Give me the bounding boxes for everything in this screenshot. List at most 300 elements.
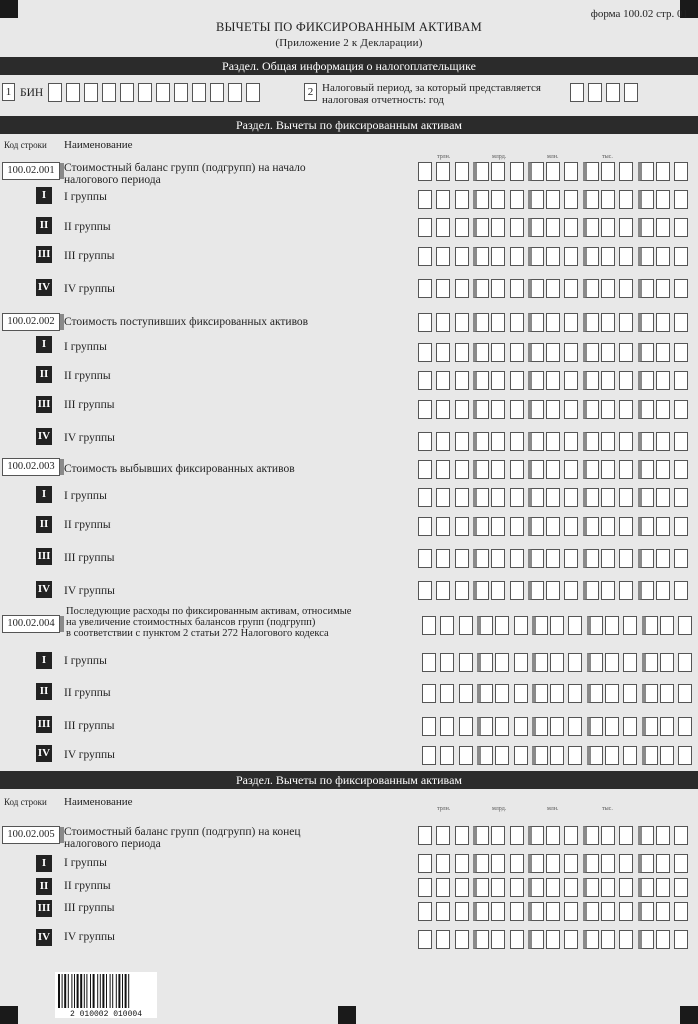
amount-cell[interactable]: [528, 279, 544, 298]
amount-cell[interactable]: [550, 746, 564, 765]
amount-cell[interactable]: [491, 854, 505, 873]
amount-cell[interactable]: [601, 488, 615, 507]
amount-cell[interactable]: [674, 371, 688, 390]
amount-cell[interactable]: [510, 343, 524, 362]
amount-cell[interactable]: [491, 218, 505, 237]
amount-cell[interactable]: [546, 343, 560, 362]
amount-cell[interactable]: [440, 717, 454, 736]
amount-cell[interactable]: [491, 581, 505, 600]
amount-cell[interactable]: [601, 878, 615, 897]
amount-cell[interactable]: [601, 549, 615, 568]
amount-cell[interactable]: [455, 279, 469, 298]
amount-cell[interactable]: [418, 371, 432, 390]
amount-cell[interactable]: [674, 930, 688, 949]
amount-cell[interactable]: [583, 581, 599, 600]
amount-cell[interactable]: [532, 746, 548, 765]
amount-cell[interactable]: [422, 746, 436, 765]
amount-cell[interactable]: [674, 218, 688, 237]
amount-cell[interactable]: [583, 218, 599, 237]
amount-cell[interactable]: [638, 488, 654, 507]
amount-cell[interactable]: [619, 517, 633, 536]
amount-cell[interactable]: [418, 279, 432, 298]
amount-cell[interactable]: [638, 878, 654, 897]
amount-cell[interactable]: [436, 902, 450, 921]
amount-cell[interactable]: [514, 717, 528, 736]
amount-cell[interactable]: [510, 826, 524, 845]
amount-cell[interactable]: [619, 247, 633, 266]
amount-cell[interactable]: [473, 826, 489, 845]
amount-cell[interactable]: [436, 247, 450, 266]
amount-cell[interactable]: [477, 616, 493, 635]
amount-cell[interactable]: [674, 400, 688, 419]
amount-cell[interactable]: [546, 549, 560, 568]
amount-cell[interactable]: [638, 343, 654, 362]
amount-cell[interactable]: [642, 653, 658, 672]
amount-cell[interactable]: [455, 162, 469, 181]
amount-cell[interactable]: [510, 488, 524, 507]
amount-cell[interactable]: [440, 684, 454, 703]
amount-cell[interactable]: [601, 247, 615, 266]
amount-cell[interactable]: [510, 549, 524, 568]
amount-cell[interactable]: [550, 653, 564, 672]
amount-cell[interactable]: [642, 616, 658, 635]
amount-cell[interactable]: [568, 684, 582, 703]
amount-cell[interactable]: [514, 616, 528, 635]
amount-cell[interactable]: [605, 717, 619, 736]
amount-cell[interactable]: [473, 343, 489, 362]
amount-cell[interactable]: [455, 581, 469, 600]
amount-cell[interactable]: [674, 854, 688, 873]
amount-cell[interactable]: [564, 581, 578, 600]
amount-cell[interactable]: [564, 432, 578, 451]
amount-cell[interactable]: [601, 432, 615, 451]
amount-cell[interactable]: [436, 371, 450, 390]
amount-cell[interactable]: [418, 930, 432, 949]
amount-cell[interactable]: [583, 854, 599, 873]
amount-cell[interactable]: [564, 878, 578, 897]
amount-cell[interactable]: [656, 878, 670, 897]
amount-cell[interactable]: [455, 432, 469, 451]
amount-cell[interactable]: [638, 247, 654, 266]
amount-cell[interactable]: [656, 581, 670, 600]
amount-cell[interactable]: [601, 400, 615, 419]
amount-cell[interactable]: [674, 343, 688, 362]
amount-cell[interactable]: [642, 684, 658, 703]
amount-cell[interactable]: [678, 653, 692, 672]
amount-cell[interactable]: [418, 517, 432, 536]
amount-cell[interactable]: [587, 746, 603, 765]
amount-cell[interactable]: [418, 488, 432, 507]
bin-cell[interactable]: [228, 83, 242, 102]
amount-cell[interactable]: [477, 684, 493, 703]
amount-cell[interactable]: [418, 432, 432, 451]
amount-cell[interactable]: [528, 826, 544, 845]
amount-cell[interactable]: [532, 653, 548, 672]
amount-cell[interactable]: [678, 616, 692, 635]
amount-cell[interactable]: [546, 313, 560, 332]
amount-cell[interactable]: [564, 488, 578, 507]
amount-cell[interactable]: [436, 190, 450, 209]
amount-cell[interactable]: [546, 878, 560, 897]
amount-cell[interactable]: [587, 616, 603, 635]
amount-cell[interactable]: [656, 902, 670, 921]
amount-cell[interactable]: [473, 400, 489, 419]
amount-cell[interactable]: [528, 549, 544, 568]
amount-cell[interactable]: [546, 581, 560, 600]
amount-cell[interactable]: [601, 371, 615, 390]
amount-cell[interactable]: [510, 930, 524, 949]
amount-cell[interactable]: [623, 684, 637, 703]
amount-cell[interactable]: [583, 190, 599, 209]
amount-cell[interactable]: [605, 684, 619, 703]
amount-cell[interactable]: [455, 190, 469, 209]
amount-cell[interactable]: [583, 517, 599, 536]
amount-cell[interactable]: [510, 878, 524, 897]
amount-cell[interactable]: [619, 930, 633, 949]
amount-cell[interactable]: [587, 653, 603, 672]
amount-cell[interactable]: [623, 746, 637, 765]
amount-cell[interactable]: [619, 343, 633, 362]
amount-cell[interactable]: [568, 746, 582, 765]
amount-cell[interactable]: [656, 190, 670, 209]
amount-cell[interactable]: [601, 826, 615, 845]
amount-cell[interactable]: [473, 279, 489, 298]
amount-cell[interactable]: [550, 684, 564, 703]
amount-cell[interactable]: [473, 854, 489, 873]
amount-cell[interactable]: [674, 190, 688, 209]
amount-cell[interactable]: [477, 717, 493, 736]
amount-cell[interactable]: [546, 218, 560, 237]
amount-cell[interactable]: [436, 878, 450, 897]
amount-cell[interactable]: [436, 930, 450, 949]
amount-cell[interactable]: [619, 279, 633, 298]
amount-cell[interactable]: [564, 902, 578, 921]
amount-cell[interactable]: [568, 616, 582, 635]
amount-cell[interactable]: [491, 460, 505, 479]
amount-cell[interactable]: [528, 902, 544, 921]
amount-cell[interactable]: [459, 717, 473, 736]
amount-cell[interactable]: [418, 162, 432, 181]
amount-cell[interactable]: [674, 247, 688, 266]
amount-cell[interactable]: [473, 371, 489, 390]
amount-cell[interactable]: [642, 717, 658, 736]
amount-cell[interactable]: [623, 616, 637, 635]
amount-cell[interactable]: [436, 460, 450, 479]
amount-cell[interactable]: [583, 247, 599, 266]
amount-cell[interactable]: [619, 854, 633, 873]
amount-cell[interactable]: [656, 218, 670, 237]
amount-cell[interactable]: [546, 826, 560, 845]
amount-cell[interactable]: [491, 517, 505, 536]
amount-cell[interactable]: [619, 218, 633, 237]
amount-cell[interactable]: [528, 343, 544, 362]
amount-cell[interactable]: [601, 930, 615, 949]
amount-cell[interactable]: [491, 930, 505, 949]
amount-cell[interactable]: [418, 549, 432, 568]
amount-cell[interactable]: [528, 581, 544, 600]
amount-cell[interactable]: [546, 400, 560, 419]
amount-cell[interactable]: [455, 343, 469, 362]
amount-cell[interactable]: [510, 371, 524, 390]
amount-cell[interactable]: [418, 218, 432, 237]
amount-cell[interactable]: [564, 343, 578, 362]
amount-cell[interactable]: [455, 400, 469, 419]
amount-cell[interactable]: [619, 826, 633, 845]
amount-cell[interactable]: [546, 488, 560, 507]
amount-cell[interactable]: [510, 247, 524, 266]
amount-cell[interactable]: [583, 371, 599, 390]
amount-cell[interactable]: [660, 653, 674, 672]
amount-cell[interactable]: [491, 549, 505, 568]
amount-cell[interactable]: [495, 653, 509, 672]
amount-cell[interactable]: [674, 313, 688, 332]
amount-cell[interactable]: [473, 902, 489, 921]
amount-cell[interactable]: [510, 902, 524, 921]
amount-cell[interactable]: [455, 218, 469, 237]
amount-cell[interactable]: [601, 190, 615, 209]
bin-cell[interactable]: [138, 83, 152, 102]
amount-cell[interactable]: [674, 517, 688, 536]
amount-cell[interactable]: [473, 488, 489, 507]
bin-cell[interactable]: [84, 83, 98, 102]
amount-cell[interactable]: [510, 279, 524, 298]
amount-cell[interactable]: [532, 684, 548, 703]
amount-cell[interactable]: [514, 746, 528, 765]
amount-cell[interactable]: [583, 460, 599, 479]
amount-cell[interactable]: [418, 581, 432, 600]
amount-cell[interactable]: [473, 218, 489, 237]
amount-cell[interactable]: [587, 717, 603, 736]
amount-cell[interactable]: [656, 488, 670, 507]
amount-cell[interactable]: [491, 488, 505, 507]
amount-cell[interactable]: [473, 549, 489, 568]
bin-cell[interactable]: [210, 83, 224, 102]
amount-cell[interactable]: [495, 746, 509, 765]
year-cell[interactable]: [588, 83, 602, 102]
amount-cell[interactable]: [528, 878, 544, 897]
amount-cell[interactable]: [528, 460, 544, 479]
amount-cell[interactable]: [638, 517, 654, 536]
amount-cell[interactable]: [528, 400, 544, 419]
amount-cell[interactable]: [638, 854, 654, 873]
amount-cell[interactable]: [656, 826, 670, 845]
amount-cell[interactable]: [583, 432, 599, 451]
amount-cell[interactable]: [514, 684, 528, 703]
amount-cell[interactable]: [491, 279, 505, 298]
amount-cell[interactable]: [623, 653, 637, 672]
amount-cell[interactable]: [674, 826, 688, 845]
amount-cell[interactable]: [491, 826, 505, 845]
amount-cell[interactable]: [436, 488, 450, 507]
amount-cell[interactable]: [619, 313, 633, 332]
amount-cell[interactable]: [418, 902, 432, 921]
amount-cell[interactable]: [455, 247, 469, 266]
amount-cell[interactable]: [601, 279, 615, 298]
amount-cell[interactable]: [514, 653, 528, 672]
amount-cell[interactable]: [619, 581, 633, 600]
amount-cell[interactable]: [528, 517, 544, 536]
amount-cell[interactable]: [601, 517, 615, 536]
amount-cell[interactable]: [418, 190, 432, 209]
amount-cell[interactable]: [660, 616, 674, 635]
amount-cell[interactable]: [491, 190, 505, 209]
amount-cell[interactable]: [656, 162, 670, 181]
amount-cell[interactable]: [619, 902, 633, 921]
amount-cell[interactable]: [477, 653, 493, 672]
amount-cell[interactable]: [601, 162, 615, 181]
amount-cell[interactable]: [491, 313, 505, 332]
amount-cell[interactable]: [638, 218, 654, 237]
amount-cell[interactable]: [532, 616, 548, 635]
amount-cell[interactable]: [583, 279, 599, 298]
amount-cell[interactable]: [455, 549, 469, 568]
amount-cell[interactable]: [546, 930, 560, 949]
amount-cell[interactable]: [440, 746, 454, 765]
amount-cell[interactable]: [656, 930, 670, 949]
amount-cell[interactable]: [436, 826, 450, 845]
amount-cell[interactable]: [678, 717, 692, 736]
amount-cell[interactable]: [564, 826, 578, 845]
amount-cell[interactable]: [550, 717, 564, 736]
amount-cell[interactable]: [455, 826, 469, 845]
amount-cell[interactable]: [473, 247, 489, 266]
amount-cell[interactable]: [605, 746, 619, 765]
amount-cell[interactable]: [619, 371, 633, 390]
amount-cell[interactable]: [660, 717, 674, 736]
amount-cell[interactable]: [473, 162, 489, 181]
amount-cell[interactable]: [436, 854, 450, 873]
amount-cell[interactable]: [455, 371, 469, 390]
amount-cell[interactable]: [436, 432, 450, 451]
amount-cell[interactable]: [418, 400, 432, 419]
amount-cell[interactable]: [583, 930, 599, 949]
amount-cell[interactable]: [440, 616, 454, 635]
amount-cell[interactable]: [418, 460, 432, 479]
amount-cell[interactable]: [564, 313, 578, 332]
amount-cell[interactable]: [564, 930, 578, 949]
amount-cell[interactable]: [583, 826, 599, 845]
amount-cell[interactable]: [455, 930, 469, 949]
amount-cell[interactable]: [619, 878, 633, 897]
bin-cell[interactable]: [48, 83, 62, 102]
amount-cell[interactable]: [491, 162, 505, 181]
amount-cell[interactable]: [656, 313, 670, 332]
amount-cell[interactable]: [638, 902, 654, 921]
amount-cell[interactable]: [495, 717, 509, 736]
bin-cell[interactable]: [102, 83, 116, 102]
amount-cell[interactable]: [619, 549, 633, 568]
amount-cell[interactable]: [638, 930, 654, 949]
amount-cell[interactable]: [491, 878, 505, 897]
amount-cell[interactable]: [528, 218, 544, 237]
amount-cell[interactable]: [656, 460, 670, 479]
amount-cell[interactable]: [583, 488, 599, 507]
amount-cell[interactable]: [564, 460, 578, 479]
amount-cell[interactable]: [564, 517, 578, 536]
amount-cell[interactable]: [674, 432, 688, 451]
amount-cell[interactable]: [564, 549, 578, 568]
amount-cell[interactable]: [656, 279, 670, 298]
amount-cell[interactable]: [568, 653, 582, 672]
amount-cell[interactable]: [491, 371, 505, 390]
bin-cell[interactable]: [174, 83, 188, 102]
amount-cell[interactable]: [564, 371, 578, 390]
amount-cell[interactable]: [674, 549, 688, 568]
amount-cell[interactable]: [601, 902, 615, 921]
amount-cell[interactable]: [564, 854, 578, 873]
amount-cell[interactable]: [546, 247, 560, 266]
amount-cell[interactable]: [418, 343, 432, 362]
amount-cell[interactable]: [422, 653, 436, 672]
amount-cell[interactable]: [528, 313, 544, 332]
amount-cell[interactable]: [528, 162, 544, 181]
amount-cell[interactable]: [619, 460, 633, 479]
amount-cell[interactable]: [583, 162, 599, 181]
amount-cell[interactable]: [473, 460, 489, 479]
amount-cell[interactable]: [546, 371, 560, 390]
amount-cell[interactable]: [491, 902, 505, 921]
amount-cell[interactable]: [528, 371, 544, 390]
amount-cell[interactable]: [459, 653, 473, 672]
amount-cell[interactable]: [564, 162, 578, 181]
amount-cell[interactable]: [564, 247, 578, 266]
amount-cell[interactable]: [418, 878, 432, 897]
amount-cell[interactable]: [495, 684, 509, 703]
amount-cell[interactable]: [583, 549, 599, 568]
amount-cell[interactable]: [656, 343, 670, 362]
amount-cell[interactable]: [436, 400, 450, 419]
amount-cell[interactable]: [491, 343, 505, 362]
amount-cell[interactable]: [678, 746, 692, 765]
amount-cell[interactable]: [656, 549, 670, 568]
amount-cell[interactable]: [491, 247, 505, 266]
amount-cell[interactable]: [422, 616, 436, 635]
amount-cell[interactable]: [528, 854, 544, 873]
amount-cell[interactable]: [638, 549, 654, 568]
amount-cell[interactable]: [455, 854, 469, 873]
amount-cell[interactable]: [510, 432, 524, 451]
amount-cell[interactable]: [528, 247, 544, 266]
amount-cell[interactable]: [546, 902, 560, 921]
amount-cell[interactable]: [583, 343, 599, 362]
amount-cell[interactable]: [638, 460, 654, 479]
amount-cell[interactable]: [510, 854, 524, 873]
amount-cell[interactable]: [564, 190, 578, 209]
amount-cell[interactable]: [638, 581, 654, 600]
amount-cell[interactable]: [528, 930, 544, 949]
amount-cell[interactable]: [674, 878, 688, 897]
amount-cell[interactable]: [660, 746, 674, 765]
amount-cell[interactable]: [583, 902, 599, 921]
amount-cell[interactable]: [642, 746, 658, 765]
amount-cell[interactable]: [546, 460, 560, 479]
amount-cell[interactable]: [436, 581, 450, 600]
amount-cell[interactable]: [418, 854, 432, 873]
bin-cell[interactable]: [120, 83, 134, 102]
amount-cell[interactable]: [510, 313, 524, 332]
amount-cell[interactable]: [436, 218, 450, 237]
amount-cell[interactable]: [605, 616, 619, 635]
amount-cell[interactable]: [601, 218, 615, 237]
amount-cell[interactable]: [619, 488, 633, 507]
amount-cell[interactable]: [601, 854, 615, 873]
amount-cell[interactable]: [656, 432, 670, 451]
amount-cell[interactable]: [583, 400, 599, 419]
amount-cell[interactable]: [455, 460, 469, 479]
amount-cell[interactable]: [619, 432, 633, 451]
amount-cell[interactable]: [510, 460, 524, 479]
amount-cell[interactable]: [638, 371, 654, 390]
